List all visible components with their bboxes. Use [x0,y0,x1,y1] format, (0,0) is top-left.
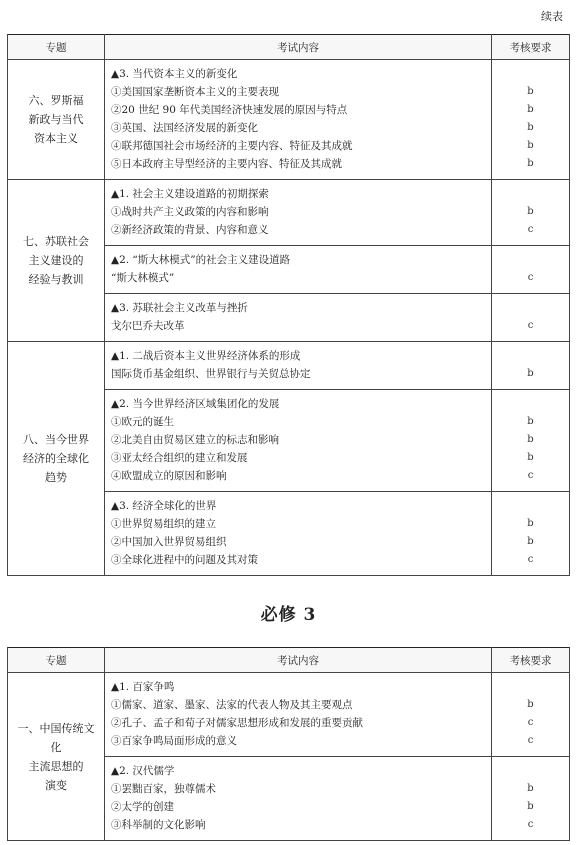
requirement-level: b [527,104,534,115]
requirement-cell [492,180,570,246]
topic-cell [8,673,105,841]
requirement-cell [492,246,570,294]
content-cell [105,757,492,841]
requirement-level: b [527,536,534,547]
topic-line: 新政与当代 [28,113,84,126]
topic-line: 趋势 [45,471,67,484]
topic-line: 主义建设的 [28,254,84,267]
requirement-level: c [527,320,534,331]
requirement-level: c [527,554,534,565]
table-row [8,342,570,390]
continued-label: 续表 [541,10,563,23]
content-item: ①欧元的诞生 [111,416,174,428]
requirement-level [492,185,569,203]
content-cell [105,180,492,246]
content-heading: ▲3. 经济全球化的世界 [111,500,217,512]
table-header-row [8,648,570,673]
content-item: ②中国加入世界贸易组织 [111,536,227,548]
requirement-level [492,762,569,780]
content-heading: ▲2. “斯大林模式”的社会主义建设道路 [111,254,291,266]
content-item: ②20 世纪 90 年代美国经济快速发展的原因与特点 [111,104,348,116]
content-item: ③全球化进程中的问题及其对策 [111,554,258,566]
content-item: ⑤日本政府主导型经济的主要内容、特征及其成就 [111,158,342,170]
content-item: ③科举制的文化影响 [111,819,206,831]
content-item: ③亚太经合组织的建立和发展 [111,452,248,464]
topic-line: 经验与教训 [28,273,84,286]
topic-line: 主流思想的 [28,759,84,773]
content-cell [105,390,492,492]
header-requirement: 考核要求 [492,35,570,60]
requirement-level: b [527,86,534,97]
content-heading: ▲3. 苏联社会主义改革与挫折 [111,302,248,314]
content-cell [105,673,492,757]
section-title: 必修 3 [260,605,317,625]
exam-table-1 [7,34,570,576]
content-heading: ▲2. 当今世界经济区域集团化的发展 [111,398,280,410]
requirement-level [492,347,569,365]
exam-table-2 [7,647,570,841]
table-row [8,673,570,757]
requirement-cell [492,390,570,492]
content-item: ①战时共产主义政策的内容和影响 [111,206,269,218]
table-row [8,180,570,246]
topic-cell [8,180,105,342]
requirement-level: c [527,735,534,746]
content-item: ①罢黜百家，独尊儒术 [111,783,216,795]
content-item: ③英国、法国经济发展的新变化 [111,122,258,134]
requirement-level: c [527,470,534,481]
content-cell [105,60,492,180]
topic-line: 七、苏联社会 [23,235,89,248]
requirement-cell [492,673,570,757]
requirement-level: b [527,452,534,463]
requirement-level: b [527,783,534,794]
content-item: 国际货币基金组织、世界银行与关贸总协定 [111,368,311,380]
content-item: ④联邦德国社会市场经济的主要内容、特征及其成就 [111,140,353,152]
topic-line: 资本主义 [34,132,78,145]
requirement-level: b [527,416,534,427]
table-header-row [8,35,570,60]
requirement-level [492,251,569,269]
content-cell [105,342,492,390]
content-heading: ▲1. 百家争鸣 [111,681,175,693]
requirement-level: b [527,518,534,529]
topic-line: 演变 [45,778,67,792]
table-row [8,60,570,180]
content-item: 戈尔巴乔夫改革 [111,320,185,332]
requirement-level: c [527,272,534,283]
content-item: ②孔子、孟子和荀子对儒家思想形成和发展的重要贡献 [111,717,363,729]
content-item: “斯大林模式” [111,272,175,284]
requirement-level: b [527,699,534,710]
requirement-level: b [527,158,534,169]
requirement-level [492,299,569,317]
topic-line: 经济的全球化 [23,452,89,465]
topic-cell [8,342,105,576]
content-heading: ▲3. 当代资本主义的新变化 [111,68,238,80]
content-cell [105,294,492,342]
requirement-cell [492,757,570,841]
header-content: 考试内容 [105,35,492,60]
requirement-level [492,678,569,696]
header-topic: 专题 [8,648,105,673]
topic-line: 六、罗斯福 [28,94,84,107]
content-cell [105,492,492,576]
requirement-level: c [527,224,534,235]
content-heading: ▲1. 社会主义建设道路的初期探索 [111,188,269,200]
content-heading: ▲2. 汉代儒学 [111,765,175,777]
requirement-level: b [527,140,534,151]
requirement-level: b [527,434,534,445]
content-heading: ▲1. 二战后资本主义世界经济体系的形成 [111,350,301,362]
topic-line: 一、中国传统文化 [17,721,95,754]
content-item: ④欧盟成立的原因和影响 [111,470,227,482]
requirement-level: b [527,368,534,379]
requirement-cell [492,294,570,342]
requirement-level [492,395,569,413]
requirement-cell [492,492,570,576]
requirement-level: b [527,122,534,133]
requirement-level: b [527,206,534,217]
requirement-level [492,497,569,515]
requirement-cell [492,60,570,180]
header-requirement: 考核要求 [492,648,570,673]
content-item: ①美国国家垄断资本主义的主要表现 [111,86,279,98]
header-topic: 专题 [8,35,105,60]
requirement-level [492,65,569,83]
header-content: 考试内容 [105,648,492,673]
topic-cell [8,60,105,180]
content-item: ③百家争鸣局面形成的意义 [111,735,237,747]
requirement-cell [492,342,570,390]
requirement-level: b [527,801,534,812]
content-item: ②北美自由贸易区建立的标志和影响 [111,434,279,446]
topic-line: 八、当今世界 [23,433,89,446]
content-item: ②新经济政策的背景、内容和意义 [111,224,269,236]
requirement-level: c [527,819,534,830]
content-item: ①儒家、道家、墨家、法家的代表人物及其主要观点 [111,699,353,711]
content-item: ①世界贸易组织的建立 [111,518,216,530]
requirement-level: c [527,717,534,728]
content-item: ②太学的创建 [111,801,174,813]
content-cell [105,246,492,294]
